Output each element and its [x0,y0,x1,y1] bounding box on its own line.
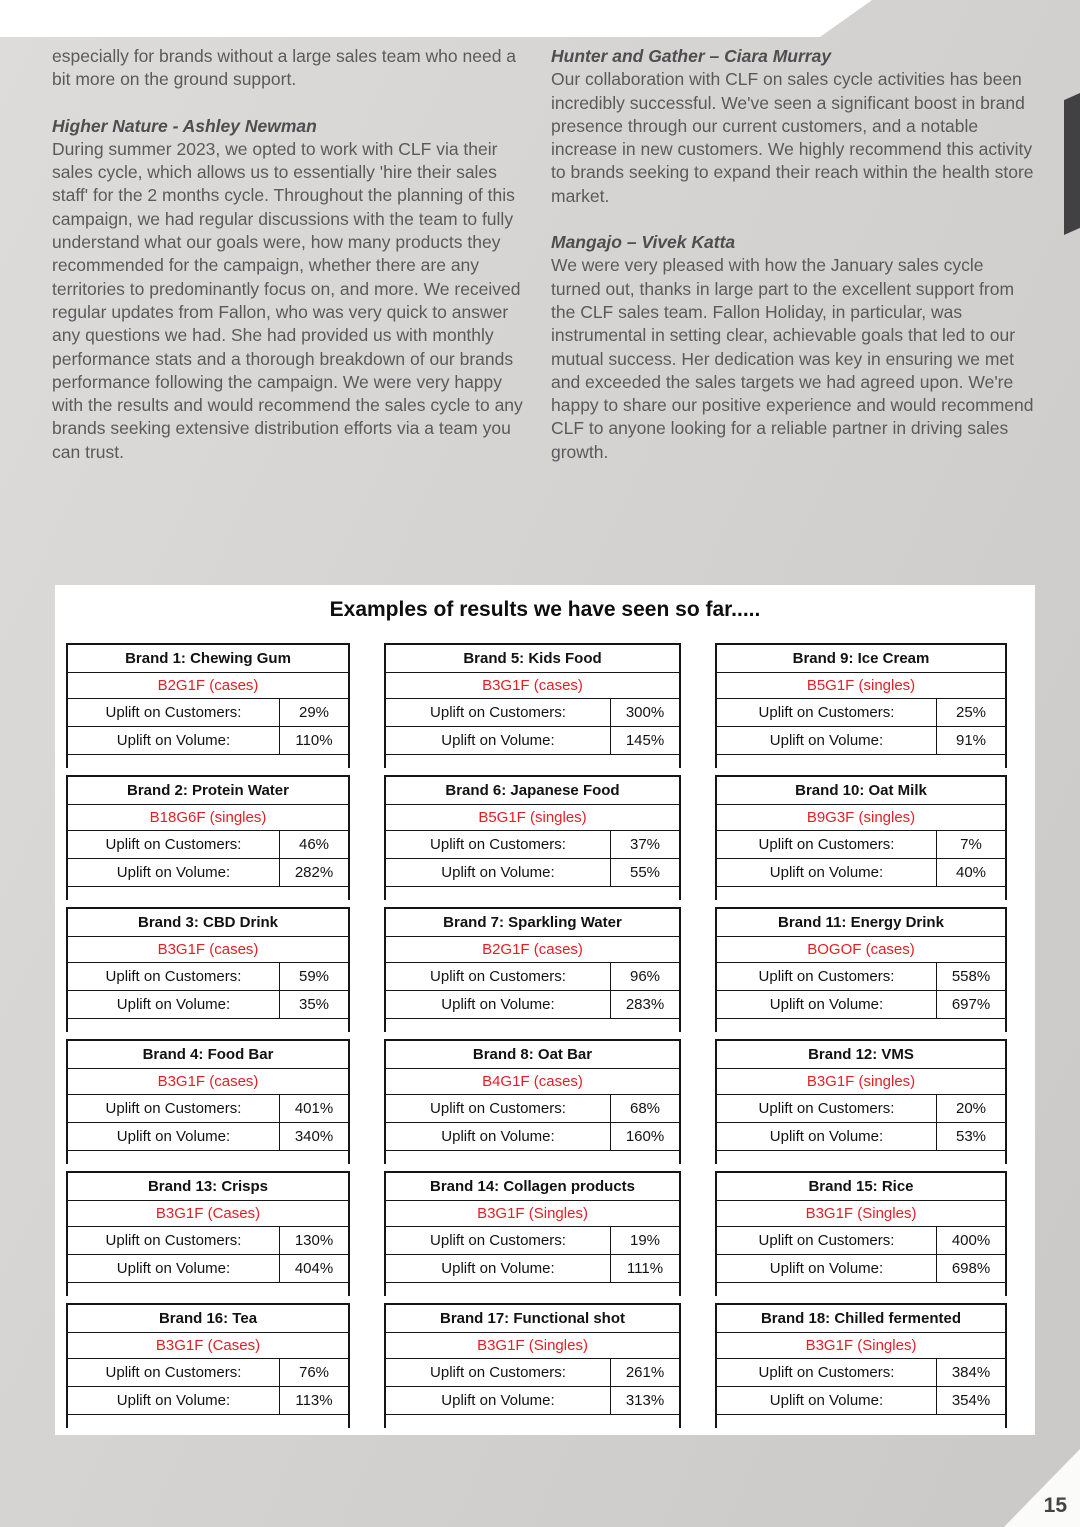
brand-result-box [715,1171,1007,1296]
brand-result-box [384,643,681,768]
uplift-volume-value: 282% [294,864,334,881]
hunter-gather-body: Our collaboration with CLF on sales cycle activities has been incredibly successful. We've seen a significant boost in brand presence through our current customers, and a notable increase in new customers. We highly recommend this activity to brands seeking to expand their reach within the health store market. [551,69,1034,206]
brand-result-box [715,643,1007,768]
brand-result-box [715,1039,1007,1164]
uplift-customers-label: Uplift on Customers: [386,963,611,990]
paragraph-spacer [52,92,523,115]
box-bottom-whisker [68,1019,348,1032]
uplift-customers-label: Uplift on Customers: [717,831,937,858]
uplift-customers-label: Uplift on Customers: [386,699,611,726]
brand-result-box [66,1171,350,1296]
uplift-volume-row [386,991,679,1019]
uplift-customers-value: 46% [298,836,330,853]
brand-result-box [66,907,350,1032]
uplift-volume-label: Uplift on Volume: [386,859,611,886]
uplift-customers-label: Uplift on Customers: [68,963,280,990]
mangajo-body: We were very pleased with how the January sales cycle turned out, thanks in large part to the excellent support from the CLF sales team. Fallon Holiday, in particular, was instrumental in setting clear, achievable goals that led to our mutual success. Her dedication was key in ensuring we met and exceeded the sales targets we had agreed upon. We're happy to share our positive experience and would recommend CLF to anyone looking for a reliable partner in driving sales growth. [551,255,1034,462]
uplift-customers-row [68,1095,348,1123]
uplift-customers-row [717,699,1005,727]
brand-offer: B4G1F (cases) [386,1069,679,1095]
bottom-corner-cut [1004,1449,1080,1527]
paragraph-spacer [551,208,1034,231]
uplift-volume-row [68,991,348,1019]
uplift-customers-value: 384% [951,1364,991,1381]
uplift-customers-label: Uplift on Customers: [717,1227,937,1254]
box-bottom-whisker [386,1415,679,1428]
right-dark-accent-bar [1064,93,1080,235]
box-bottom-whisker [68,887,348,900]
uplift-customers-label: Uplift on Customers: [717,1095,937,1122]
uplift-customers-row [717,1095,1005,1123]
uplift-volume-row [386,859,679,887]
uplift-customers-row [386,1095,679,1123]
box-bottom-whisker [717,1283,1005,1296]
uplift-volume-label: Uplift on Volume: [386,1255,611,1282]
brand-offer: B3G1F (cases) [386,673,679,699]
uplift-customers-value: 558% [951,968,991,985]
uplift-volume-value: 55% [629,864,661,881]
brand-offer: B2G1F (cases) [386,937,679,963]
uplift-customers-label: Uplift on Customers: [717,963,937,990]
uplift-volume-label: Uplift on Volume: [386,1123,611,1150]
uplift-volume-value: 111% [626,1260,664,1277]
top-white-band [0,0,872,37]
box-bottom-whisker [68,755,348,768]
brand-title: Brand 5: Kids Food [386,645,679,673]
uplift-volume-label: Uplift on Volume: [386,991,611,1018]
uplift-volume-label: Uplift on Volume: [68,727,280,754]
brand-title: Brand 8: Oat Bar [386,1041,679,1069]
page-number: 15 [1043,1494,1067,1517]
brand-title: Brand 16: Tea [68,1305,348,1333]
uplift-volume-label: Uplift on Volume: [68,1255,280,1282]
uplift-volume-label: Uplift on Volume: [386,727,611,754]
brand-result-box [66,643,350,768]
brand-offer: B3G1F (singles) [717,1069,1005,1095]
uplift-customers-value: 300% [625,704,665,721]
uplift-customers-label: Uplift on Customers: [68,1095,280,1122]
uplift-customers-label: Uplift on Customers: [717,699,937,726]
uplift-customers-row [68,1359,348,1387]
uplift-volume-value: 110% [295,732,333,749]
brand-title: Brand 6: Japanese Food [386,777,679,805]
brand-offer: B3G1F (Singles) [386,1201,679,1227]
uplift-volume-value: 113% [295,1392,333,1409]
box-bottom-whisker [386,1283,679,1296]
box-bottom-whisker [717,1151,1005,1164]
brand-result-box [384,1171,681,1296]
uplift-volume-row [717,1123,1005,1151]
brand-result-box [384,907,681,1032]
uplift-volume-row [68,1123,348,1151]
uplift-volume-value: 35% [298,996,330,1013]
brand-title: Brand 12: VMS [717,1041,1005,1069]
box-bottom-whisker [717,887,1005,900]
uplift-volume-row [68,859,348,887]
brand-offer: B18G6F (singles) [68,805,348,831]
uplift-volume-value: 160% [625,1128,665,1145]
box-bottom-whisker [717,1415,1005,1428]
right-text-column [551,45,1034,464]
uplift-volume-label: Uplift on Volume: [717,859,937,886]
uplift-volume-label: Uplift on Volume: [386,1387,611,1414]
uplift-customers-row [386,963,679,991]
uplift-volume-row [717,859,1005,887]
higher-nature-heading: Higher Nature - Ashley Newman [52,115,317,136]
uplift-customers-value: 261% [625,1364,665,1381]
brand-title: Brand 15: Rice [717,1173,1005,1201]
brand-title: Brand 13: Crisps [68,1173,348,1201]
uplift-volume-label: Uplift on Volume: [717,1123,937,1150]
uplift-customers-label: Uplift on Customers: [717,1359,937,1386]
uplift-customers-value: 20% [955,1100,987,1117]
box-bottom-whisker [386,755,679,768]
uplift-volume-value: 340% [294,1128,334,1145]
uplift-volume-value: 404% [294,1260,334,1277]
uplift-volume-label: Uplift on Volume: [68,991,280,1018]
uplift-customers-label: Uplift on Customers: [68,831,280,858]
higher-nature-body: During summer 2023, we opted to work with CLF via their sales cycle, which allows us to essentially 'hire their sales staff' for the 2 months cycle. Throughout the planning of this campaign, we had regular discussions with the team to fully understand what our goals were, how many products they recommended for the campaign, whether there are any territories to predominantly focus on, and more. We received regular updates from Fallon, who was very quick to answer any questions we had. She had provided us with monthly performance stats and a thorough breakdown of our brands performance following the campaign. We were very happy with the results and would recommend the sales cycle to any brands seeking extensive distribution efforts via a team you can trust. [52,138,523,462]
uplift-customers-value: 7% [960,836,982,853]
uplift-volume-value: 698% [951,1260,991,1277]
uplift-customers-row [68,963,348,991]
results-grid [66,643,1007,1428]
uplift-customers-row [68,831,348,859]
uplift-volume-row [717,991,1005,1019]
uplift-volume-row [717,727,1005,755]
uplift-customers-row [68,699,348,727]
box-bottom-whisker [386,1019,679,1032]
brand-offer: B5G1F (singles) [717,673,1005,699]
uplift-volume-row [386,1387,679,1415]
brand-result-box [715,907,1007,1032]
uplift-customers-label: Uplift on Customers: [386,1227,611,1254]
brand-result-box [715,1303,1007,1428]
uplift-volume-label: Uplift on Volume: [717,727,937,754]
uplift-volume-label: Uplift on Volume: [717,991,937,1018]
box-bottom-whisker [68,1283,348,1296]
box-bottom-whisker [717,1019,1005,1032]
left-text-column [52,45,523,464]
uplift-customers-row [717,963,1005,991]
uplift-customers-row [386,1227,679,1255]
brand-result-box [384,1039,681,1164]
uplift-volume-row [386,1255,679,1283]
mangajo-heading: Mangajo – Vivek Katta [551,232,736,253]
brand-result-box [66,1303,350,1428]
uplift-customers-value: 37% [629,836,661,853]
uplift-customers-value: 59% [298,968,330,985]
brand-offer: B3G1F (Singles) [717,1201,1005,1227]
uplift-customers-row [68,1227,348,1255]
uplift-customers-label: Uplift on Customers: [68,1359,280,1386]
brand-title: Brand 3: CBD Drink [68,909,348,937]
brand-title: Brand 10: Oat Milk [717,777,1005,805]
uplift-customers-row [717,831,1005,859]
brand-title: Brand 9: Ice Cream [717,645,1005,673]
brand-offer: B3G1F (cases) [68,937,348,963]
uplift-volume-label: Uplift on Volume: [68,1123,280,1150]
brand-result-box [715,775,1007,900]
uplift-volume-label: Uplift on Volume: [717,1255,937,1282]
uplift-customers-label: Uplift on Customers: [386,1095,611,1122]
uplift-customers-row [386,1359,679,1387]
uplift-volume-row [386,1123,679,1151]
brand-result-box [66,775,350,900]
brand-offer: B3G1F (Singles) [717,1333,1005,1359]
uplift-customers-label: Uplift on Customers: [386,831,611,858]
uplift-volume-value: 697% [951,996,991,1013]
brand-offer: B3G1F (cases) [68,1069,348,1095]
box-bottom-whisker [386,887,679,900]
brand-title: Brand 14: Collagen products [386,1173,679,1201]
uplift-customers-label: Uplift on Customers: [68,699,280,726]
brand-title: Brand 17: Functional shot [386,1305,679,1333]
brand-title: Brand 11: Energy Drink [717,909,1005,937]
brand-title: Brand 18: Chilled fermented [717,1305,1005,1333]
results-panel [55,585,1035,1435]
uplift-customers-label: Uplift on Customers: [386,1359,611,1386]
uplift-customers-value: 25% [955,704,987,721]
brand-result-box [384,1303,681,1428]
uplift-customers-value: 401% [294,1100,334,1117]
uplift-volume-value: 313% [625,1392,665,1409]
uplift-customers-row [717,1359,1005,1387]
brand-offer: B2G1F (cases) [68,673,348,699]
uplift-customers-value: 76% [298,1364,330,1381]
box-bottom-whisker [68,1415,348,1428]
uplift-volume-value: 283% [625,996,665,1013]
brand-result-box [66,1039,350,1164]
intro-continuation-paragraph: especially for brands without a large sales team who need a bit more on the ground support. [52,46,517,90]
hunter-gather-heading: Hunter and Gather – Ciara Murray [551,46,832,66]
uplift-customers-row [386,699,679,727]
uplift-customers-row [386,831,679,859]
brand-offer: B3G1F (Singles) [386,1333,679,1359]
uplift-customers-value: 29% [298,704,330,721]
uplift-customers-row [717,1227,1005,1255]
uplift-customers-value: 68% [629,1100,661,1117]
uplift-volume-row [68,1255,348,1283]
uplift-volume-value: 53% [955,1128,987,1145]
brand-offer: B3G1F (Cases) [68,1201,348,1227]
uplift-volume-row [68,1387,348,1415]
brand-offer: B5G1F (singles) [386,805,679,831]
brand-offer: B3G1F (Cases) [68,1333,348,1359]
brand-offer: B9G3F (singles) [717,805,1005,831]
uplift-customers-value: 96% [629,968,661,985]
box-bottom-whisker [717,755,1005,768]
uplift-customers-label: Uplift on Customers: [68,1227,280,1254]
uplift-volume-label: Uplift on Volume: [717,1387,937,1414]
brand-title: Brand 7: Sparkling Water [386,909,679,937]
uplift-volume-label: Uplift on Volume: [68,859,280,886]
uplift-volume-row [386,727,679,755]
uplift-volume-row [717,1387,1005,1415]
uplift-volume-value: 145% [625,732,665,749]
uplift-volume-row [717,1255,1005,1283]
uplift-customers-value: 19% [629,1232,661,1249]
brand-result-box [384,775,681,900]
uplift-volume-value: 91% [955,732,987,749]
uplift-volume-value: 354% [951,1392,991,1409]
box-bottom-whisker [68,1151,348,1164]
uplift-volume-row [68,727,348,755]
brand-title: Brand 2: Protein Water [68,777,348,805]
brand-title: Brand 4: Food Bar [68,1041,348,1069]
uplift-customers-value: 130% [294,1232,334,1249]
uplift-customers-value: 400% [951,1232,991,1249]
uplift-volume-label: Uplift on Volume: [68,1387,280,1414]
brand-offer: BOGOF (cases) [717,937,1005,963]
brand-title: Brand 1: Chewing Gum [68,645,348,673]
results-panel-title: Examples of results we have seen so far..... [329,598,761,621]
box-bottom-whisker [386,1151,679,1164]
uplift-volume-value: 40% [955,864,987,881]
